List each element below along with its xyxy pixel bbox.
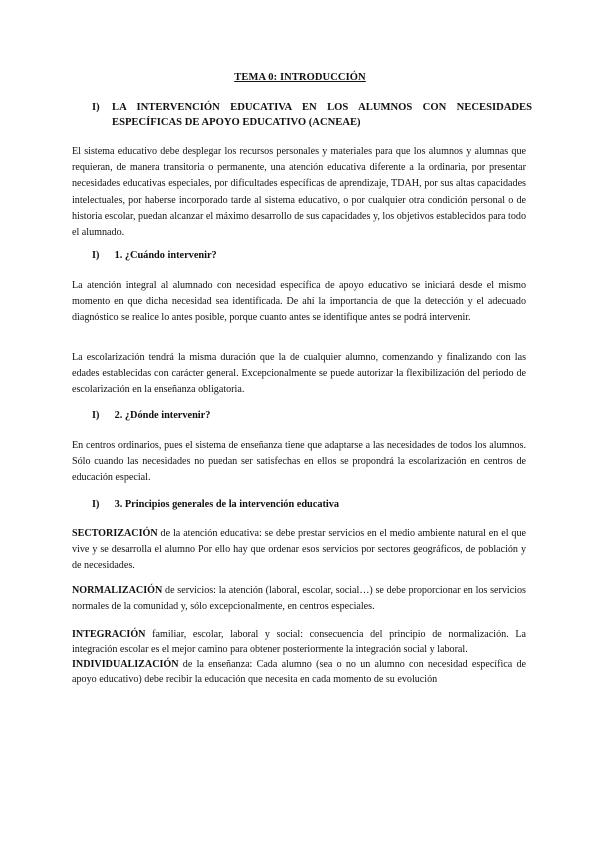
- principle-text: de la enseñanza: Cada alumno (sea o no un alumno con necesidad específica de apoyo educativo) debe recibir la educación que necesita en cada momento de su evolución: [72, 659, 526, 686]
- subheading-number: I): [92, 499, 100, 510]
- page-title: TEMA 0: INTRODUCCIÓN: [234, 72, 366, 83]
- section-heading-text: LA INTERVENCIÓN EDUCATIVA EN LOS ALUMNOS CON NECESIDADES ESPECÍFICAS DE APOYO EDUCATIVO (ACNEAE): [112, 102, 532, 128]
- subheading-number: I): [92, 410, 100, 421]
- principle-sectorizacion: [72, 526, 526, 575]
- subheading-text: 1. ¿Cuándo intervenir?: [114, 250, 217, 261]
- paragraph-donde: En centros ordinarios, pues el sistema de enseñanza tiene que adaptarse a las necesidades de todos los alumnos. Sólo cuando las necesidades no puedan ser satisfechas en ellos se propondrá la escolarización en centros de educación especial.: [72, 440, 526, 484]
- principle-term: INTEGRACIÓN: [72, 629, 146, 640]
- subheading-text: 3. Principios generales de la intervención educativa: [114, 499, 340, 510]
- section-number: I): [92, 102, 100, 113]
- principle-normalizacion: [72, 583, 526, 615]
- section-heading-acneae: [92, 100, 532, 130]
- subheading-donde: [92, 408, 210, 424]
- principle-text: familiar, escolar, laboral y social: consecuencia del principio de normalización. La integración escolar es el mejor camino para obtener posteriormente la integración social y laboral.: [72, 629, 526, 656]
- subheading-cuando: [92, 248, 217, 264]
- paragraph-cuando-1: La atención integral al alumnado con necesidad específica de apoyo educativo se iniciará desde el mismo momento en que dicha necesidad sea identificada. De ahí la importancia de que la detección y el adecuado diagnóstico se realice lo antes posible, porque cuanto antes se identifique antes se podrá intervenir.: [72, 280, 526, 324]
- principle-term: INDIVIDUALIZACIÓN: [72, 659, 179, 670]
- paragraph-intro: El sistema educativo debe desplegar los recursos personales y materiales para que los alumnos y alumnas que requieran, de manera transitoria o permanente, una atención educativa diferente a la ordinaria, por presentar necesidades educativas especiales, por dificultades específicas de aprendizaje, TDAH, por sus altas capacidades intelectuales, por haberse incorporado tarde al sistema educativo, o por cualquier otra condición personal o de historia escolar, puedan alcanzar el máximo desarrollo de sus capacidades y, los objetivos establecidos para todo el alumnado.: [72, 146, 526, 239]
- principle-text: de la atención educativa: se debe prestar servicios en el medio ambiente natural en el que vive y se desarrolla el alumno Por ello hay que ordenar esos servicios por sectores geográficos, de población y de necesidades.: [72, 528, 526, 572]
- subheading-number: I): [92, 250, 100, 261]
- principle-term: SECTORIZACIÓN: [72, 528, 158, 539]
- subheading-principios: [92, 497, 339, 513]
- paragraph-cuando-2: La escolarización tendrá la misma duración que la de cualquier alumno, comenzando y finalizando con las edades establecidas con carácter general. Excepcionalmente se puede autorizar la flexibilización del periodo de escolarización en la enseñanza obligatoria.: [72, 352, 526, 396]
- principle-term: NORMALIZACIÓN: [72, 585, 163, 596]
- principle-integracion: [72, 627, 526, 658]
- principle-individualizacion: [72, 657, 526, 688]
- subheading-text: 2. ¿Dónde intervenir?: [114, 410, 211, 421]
- principle-text: de servicios: la atención (laboral, escolar, social…) se debe proporcionar en los servicios normales de la comunidad y, sólo excepcionalmente, en centros especiales.: [72, 585, 526, 613]
